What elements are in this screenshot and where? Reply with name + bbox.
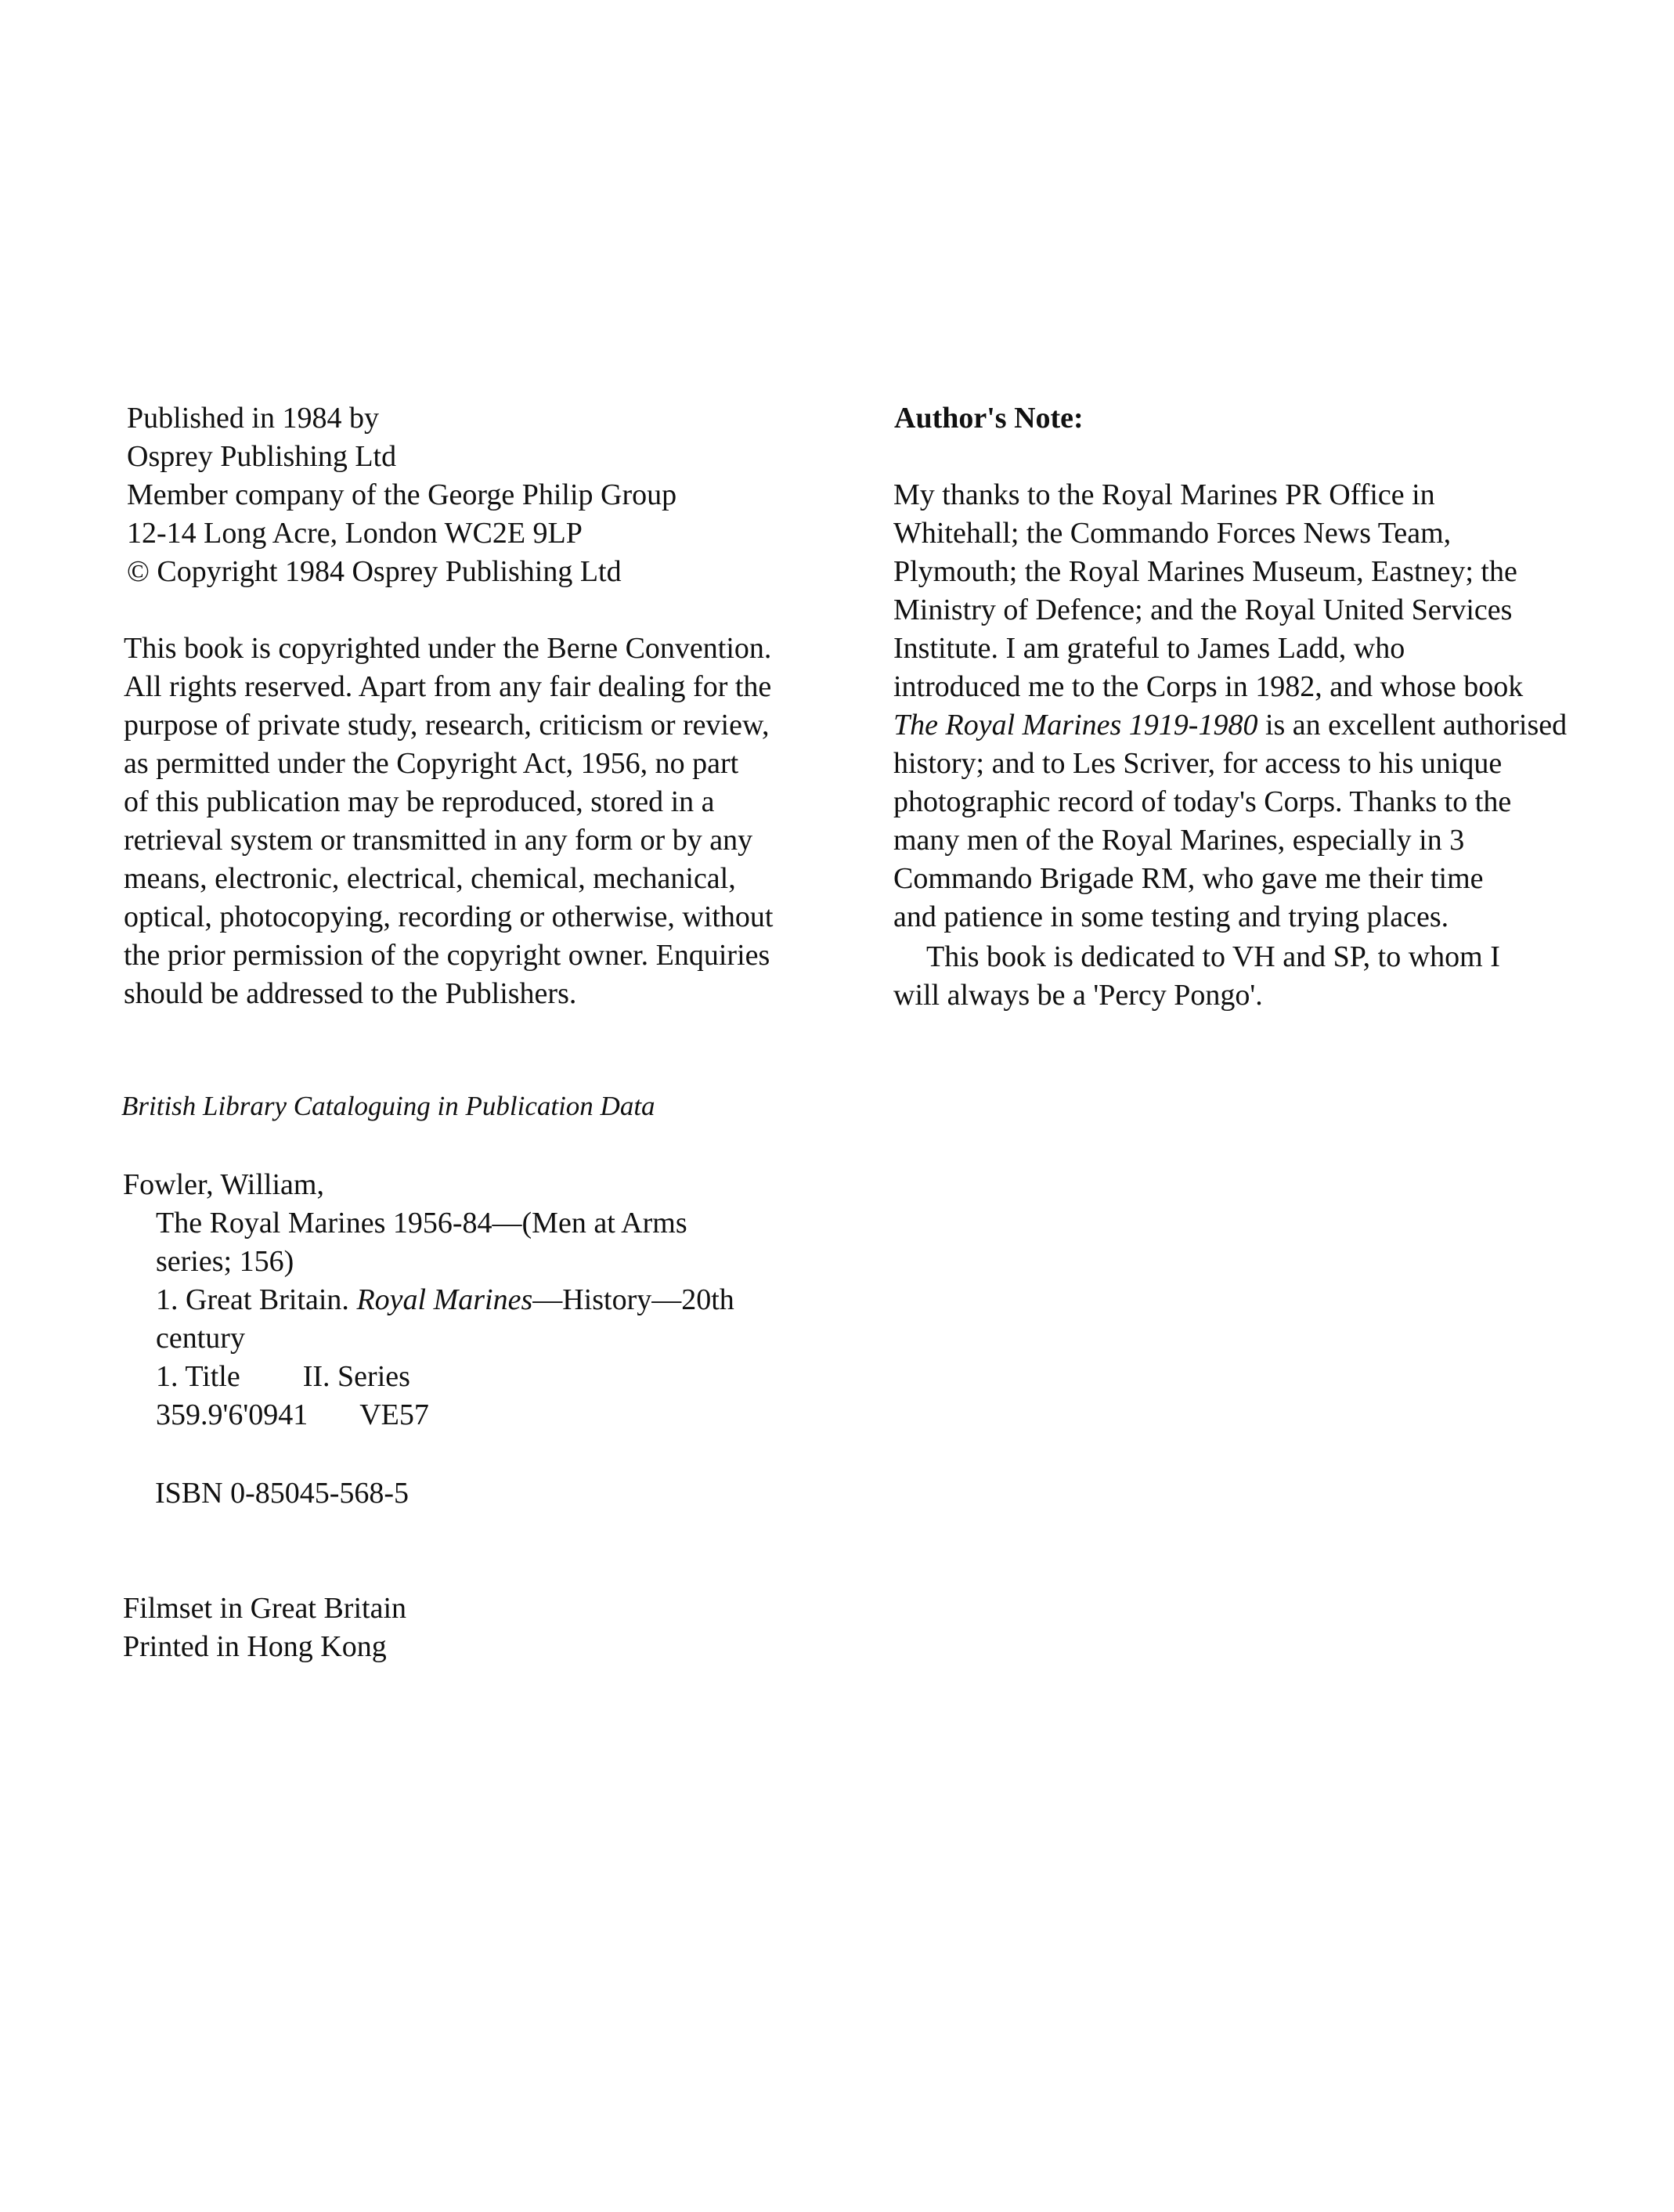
catalog-title-cont: series; 156) [156, 1245, 294, 1278]
copyright-line: All rights reserved. Apart from any fair dealing for the [124, 670, 772, 703]
note-line-rest: is an excellent authorised [1257, 709, 1568, 742]
note-line: introduced me to the Corps in 1982, and whose book [893, 670, 1524, 703]
note-line [893, 706, 1567, 745]
copyright-line: means, electronic, electrical, chemical, mechanical, [124, 862, 736, 895]
publisher-line: © Copyright 1984 Osprey Publishing Ltd [127, 555, 622, 588]
print-info [123, 1590, 406, 1666]
copyright-line: as permitted under the Copyright Act, 1956, no part [124, 747, 739, 780]
note-line: many men of the Royal Marines, especially in 3 [893, 824, 1465, 857]
catalog-subject-cont: century [156, 1322, 245, 1355]
copyright-notice [124, 630, 774, 1013]
copyright-line: of this publication may be reproduced, stored in a [124, 785, 715, 818]
cip-heading: British Library Cataloguing in Publication Data [121, 1091, 655, 1121]
print-line: Printed in Hong Kong [123, 1630, 387, 1663]
publisher-line: Osprey Publishing Ltd [127, 440, 397, 473]
copyright-line: purpose of private study, research, criticism or review, [124, 709, 770, 742]
note-line: and patience in some testing and trying places. [893, 900, 1449, 933]
note-line: Institute. I am grateful to James Ladd, who [893, 632, 1405, 665]
book-title-italic: The Royal Marines 1919-1980 [893, 709, 1258, 742]
note-line: photographic record of today's Corps. Thanks to the [893, 785, 1512, 818]
copyright-line: This book is copyrighted under the Berne Convention. [124, 632, 772, 665]
copyright-line: optical, photocopying, recording or otherwise, without [124, 900, 774, 933]
dedication [893, 938, 1500, 1015]
catalog-classmarks [123, 1396, 734, 1434]
catalog-entries [123, 1358, 734, 1396]
catalog-title: The Royal Marines 1956-84—(Men at Arms [156, 1207, 687, 1240]
catalog-subject [123, 1281, 734, 1319]
dedication-line: will always be a 'Percy Pongo'. [893, 979, 1263, 1012]
isbn: ISBN 0-85045-568-5 [155, 1477, 409, 1510]
catalog-author: Fowler, William, [123, 1168, 324, 1201]
copyright-line: retrieval system or transmitted in any form or by any [124, 824, 753, 857]
note-line: Plymouth; the Royal Marines Museum, Eastney; the [893, 555, 1517, 588]
publisher-line: Member company of the George Philip Group [127, 478, 677, 511]
catalog-classmark-lc: VE57 [359, 1398, 429, 1431]
authors-note-body [893, 476, 1567, 936]
note-line: Whitehall; the Commando Forces News Team, [893, 517, 1452, 550]
dedication-line: This book is dedicated to VH and SP, to whom I [926, 940, 1500, 973]
note-line: My thanks to the Royal Marines PR Office in [893, 478, 1435, 511]
catalog-entry-series: II. Series [302, 1360, 410, 1393]
copyright-line: the prior permission of the copyright owner. Enquiries [124, 939, 770, 972]
catalog-subject-italic: Royal Marines [356, 1283, 533, 1316]
catalog-entry [123, 1166, 734, 1434]
authors-note-heading: Author's Note: [894, 402, 1084, 435]
catalog-subject-suffix: —History—20th [532, 1283, 734, 1316]
publisher-block [127, 399, 676, 591]
copyright-line: should be addressed to the Publishers. [124, 977, 577, 1010]
note-line: Commando Brigade RM, who gave me their time [893, 862, 1484, 895]
print-line: Filmset in Great Britain [123, 1592, 407, 1625]
publisher-line: Published in 1984 by [127, 402, 379, 435]
note-line: Ministry of Defence; and the Royal United Services [893, 594, 1513, 626]
catalog-classmark-dewey: 359.9'6'0941 [156, 1398, 308, 1431]
publisher-line: 12-14 Long Acre, London WC2E 9LP [127, 517, 583, 550]
catalog-subject-prefix: 1. Great Britain. [156, 1283, 357, 1316]
catalog-entry-title: 1. Title [156, 1360, 240, 1393]
note-line: history; and to Les Scriver, for access to his unique [893, 747, 1503, 780]
